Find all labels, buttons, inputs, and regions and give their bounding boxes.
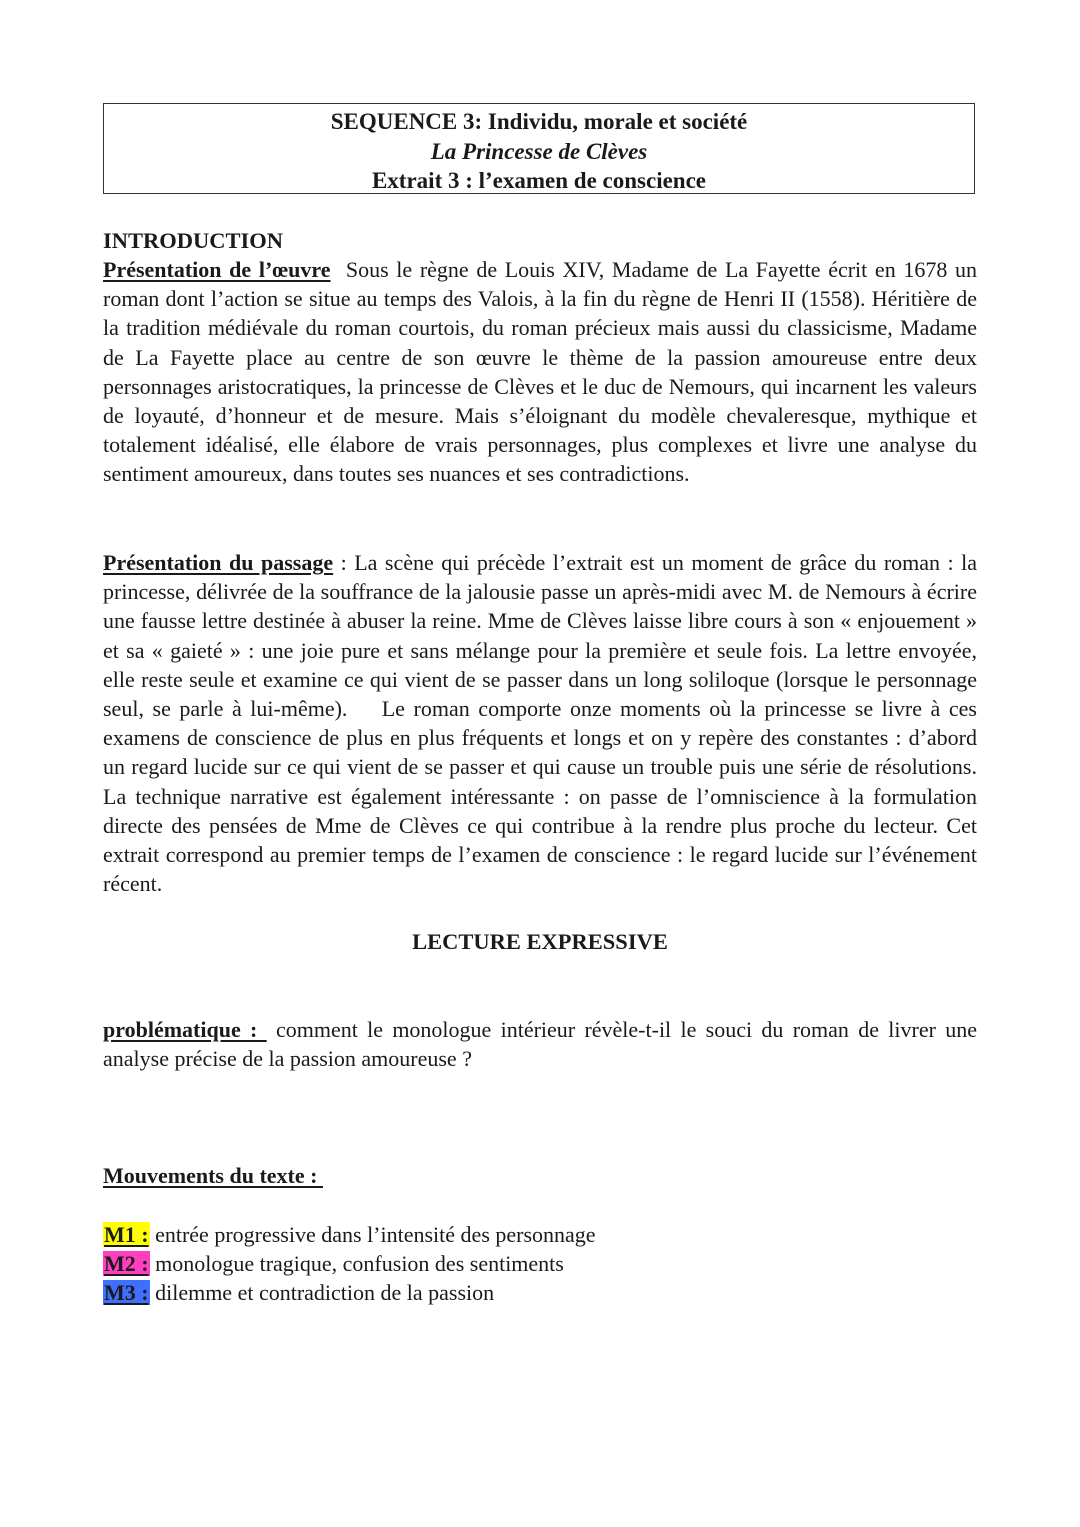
passage-paragraph bbox=[103, 548, 983, 898]
passage-text: : La scène qui précède l’extrait est un moment de grâce du roman : la princesse, délivrée de la souffrance de la jalousie passe un après-midi avec M. de Nemours à écrire une fausse lettre destinée à abuser la reine. Mme de Clèves laisse libre cours à son « enjouement » et sa « gaieté » : une joie pure et sans mélange pour la première et seule fois. La lettre envoyée, elle reste seule et examine ce qui vient de se passer dans un long soliloque (lorsque le personnage seul, se parle à lui-même). Le roman comporte onze moments où la princesse se livre à ces examens de conscience de plus en plus fréquents et longs et on y repère des constantes : d’abord un regard lucide sur ce qui vient de se passer et qui cause un trouble puis une série de résolutions. La technique narrative est également intéressante : on passe de l’omniscience à la formulation directe des pensées de Mme de Clèves ce qui contribue à la rendre plus proche du lecteur. Cet extrait correspond au premier temps de l’examen de conscience : le regard lucide sur l’événement récent. bbox=[103, 550, 983, 897]
introduction-heading: INTRODUCTION bbox=[103, 228, 284, 253]
passage-label: Présentation du passage bbox=[103, 550, 334, 575]
mouvement-tag-1: M1 : bbox=[104, 1222, 149, 1247]
mouvement-tag-2: M2 : bbox=[104, 1251, 149, 1276]
mouvements-list bbox=[103, 1220, 596, 1307]
mouvement-item-2 bbox=[103, 1249, 596, 1278]
oeuvre-paragraph bbox=[103, 255, 977, 489]
extract-title: Extrait 3 : l’examen de conscience bbox=[371, 168, 707, 193]
mouvements-heading: Mouvements du texte : bbox=[103, 1163, 323, 1188]
mouvement-item-3 bbox=[103, 1278, 596, 1307]
sequence-title: SEQUENCE 3: Individu, morale et société bbox=[330, 109, 748, 134]
mouvement-text-2: monologue tragique, confusion des sentiments bbox=[149, 1251, 564, 1276]
mouvement-text-1: entrée progressive dans l’intensité des personnage bbox=[149, 1222, 596, 1247]
oeuvre-label: Présentation de l’œuvre bbox=[103, 257, 331, 282]
mouvement-text-3: dilemme et contradiction de la passion bbox=[149, 1280, 495, 1305]
problematique-paragraph bbox=[103, 1015, 977, 1073]
problematique-label: problématique : bbox=[103, 1017, 267, 1042]
oeuvre-text: Sous le règne de Louis XIV, Madame de La Fayette écrit en 1678 un roman dont l’action se situe au temps des Valois, à la fin du règne de Henri II (1558). Héritière de la tradition médiévale du roman courtois, du roman précieux mais aussi du classicisme, Madame de La Fayette place au centre de son œuvre le thème de la passion amoureuse entre deux personnages aristocratiques, la princesse de Clèves et le duc de Nemours, qui incarnent les valeurs de loyauté, d’honneur et de mesure. Mais s’éloignant du modèle chevaleresque, mythique et totalement idéalisé, elle élabore de vrais personnages, plus complexes et livre une analyse du sentiment amoureux, dans toutes ses nuances et ses contradictions. bbox=[103, 257, 977, 487]
title-box bbox=[103, 103, 975, 194]
lecture-heading: LECTURE EXPRESSIVE bbox=[412, 929, 668, 954]
problematique-text: comment le monologue intérieur révèle-t-il le souci du roman de livrer une analyse précise de la passion amoureuse ? bbox=[103, 1017, 977, 1072]
work-title: La Princesse de Clèves bbox=[430, 138, 648, 164]
mouvement-tag-3: M3 : bbox=[104, 1280, 149, 1305]
mouvement-item-1 bbox=[103, 1220, 596, 1249]
